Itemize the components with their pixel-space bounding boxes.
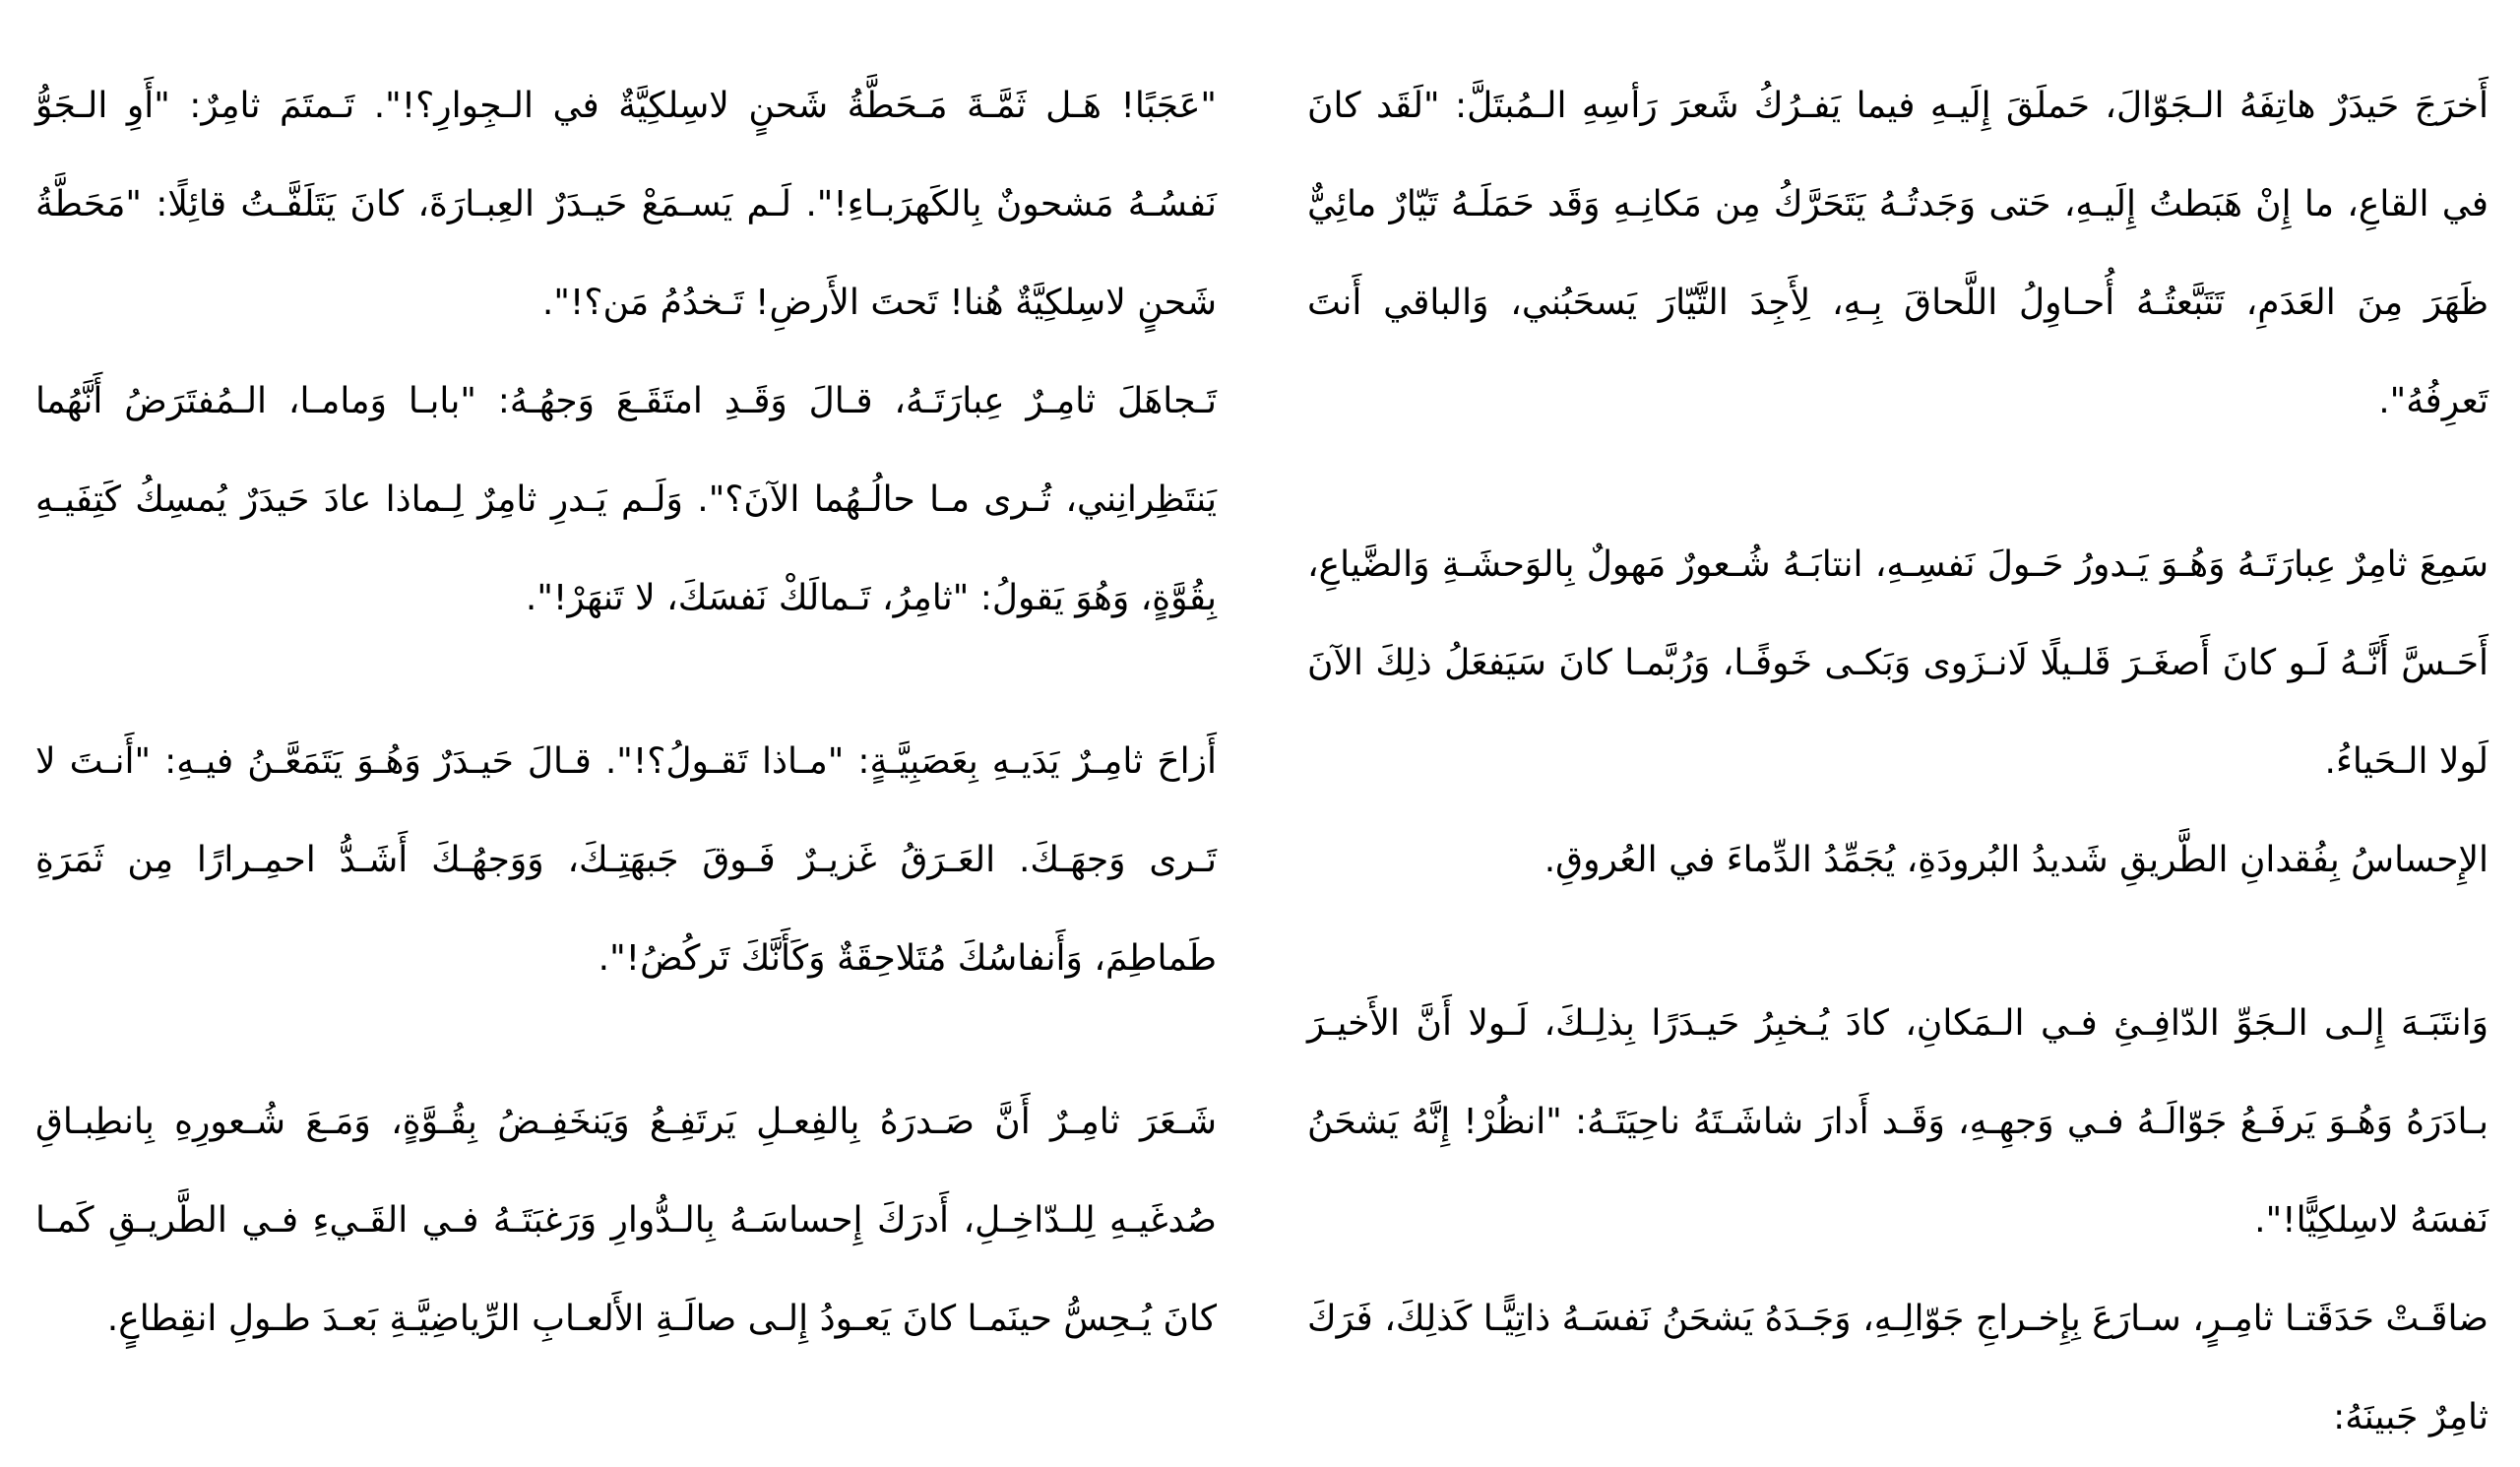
paragraph: ضاقَـتْ حَدَقَتـا ثامِـرٍ، سـارَعَ بِإِخـراجِ جَوّالِـهِ، وَجَـدَهُ يَشحَنُ نَفسَـهُ ذاتِيًّـا كَذلِكَ، فَرَكَ ثامِرٌ جَبينَهُ: (1307, 1299, 2488, 1437)
paragraph: تَـجاهَلَ ثامِـرٌ عِبارَتَـهُ، قـالَ وَقَـدِ امتَقَـعَ وَجهُـهُ: "بابـا وَمامـا، الـمُفتَرَضُ أَنَّهُما يَنتَظِرانِني، تُـرى مـا حالُـهُما الآنَ؟". وَلَـم يَـدرِ ثامِرٌ لِـماذا عادَ حَيدَرٌ يُمسِكُ كَتِفَيـهِ بِقُوَّةٍ، وَهُوَ يَقولُ: "ثامِرُ، تَـمالَكْ نَفسَكَ، لا تَنهَرْ!". (35, 381, 1217, 618)
paragraph: شَـعَرَ ثامِـرٌ أَنَّ صَـدرَهُ بِالفِعـلِ يَرتَفِـعُ وَيَنخَفِـضُ بِقُـوَّةٍ، وَمَـعَ شُـعورِهِ بِانطِبـاقِ صُدغَيـهِ لِلـدّاخِـلِ، أَدرَكَ إِحساسَـهُ بِالـدُّوارِ وَرَغبَتَـهُ فـي القَـيءِ فـي الطَّريـقِ كَمـا كانَ يُـحِسُّ حينَمـا كانَ يَعـودُ إِلـى صالَـةِ الأَلعـابِ الرِّياضِيَّـةِ بَعـدَ طـولِ انقِطاعٍ. (35, 1102, 1217, 1339)
paragraph: سَمِعَ ثامِرٌ عِبارَتَـهُ وَهُـوَ يَـدورُ حَـولَ نَفسِـهِ، انتابَـهُ شُـعورٌ مَهولٌ بِالوَحشَـةِ وَالضَّياعِ، أَحَـسَّ أَنَّـهُ لَـو كانَ أَصغَـرَ قَلـيلًا لَانـزَوى وَبَكـى خَوفًـا، وَرُبَّمـا كانَ سَيَفعَلُ ذلِكَ الآنَ لَولا الـحَياءُ. (1307, 544, 2488, 782)
paragraph: وَانتَبَـهَ إِلـى الـجَوِّ الدّافِـئِ فـي الـمَكانِ، كادَ يُـخبِرُ حَيـدَرًا بِذلِـكَ، لَـولا أَنَّ الأَخيـرَ بـادَرَهُ وَهُـوَ يَرفَـعُ جَوّالَـهُ فـي وَجهِـهِ، وَقَـد أَدارَ شاشَـتَهُ ناحِيَتَـهُ: "انظُرْ! إِنَّهُ يَشحَنُ نَفسَهُ لاسِلكِيًّا!". (1307, 1003, 2488, 1241)
paragraph: الإِحساسُ بِفُقدانِ الطَّريقِ شَديدُ البُرودَةِ، يُجَمِّدُ الدِّماءَ في العُروقِ. (1544, 840, 2488, 880)
paragraph: "عَجَبًا! هَـل ثَمَّـةَ مَـحَطَّةُ شَحنٍ لاسِلكِيَّةٌ في الـجِوارِ؟!". تَـمتَمَ ثامِرٌ: "أَوِ الـجَوُّ نَفسُـهُ مَشحونٌ بِالكَهرَبـاءِ!". لَـم يَسـمَعْ حَيـدَرٌ العِبـارَةَ، كانَ يَتَلَفَّـتُ قائِلًا: "مَحَطَّةُ شَحنٍ لاسِلكِيَّةٌ هُنا! تَحتَ الأَرضِ! تَـخدُمُ مَن؟!". (35, 86, 1217, 323)
paragraph: أَزاحَ ثامِـرٌ يَدَيـهِ بِعَصَبِيَّـةٍ: "مـاذا تَقـولُ؟!". قـالَ حَيـدَرٌ وَهُـوَ يَتَمَعَّـنُ فيـهِ: "أَنـتَ لا تَـرى وَجهَـكَ. العَـرَقُ غَزيـرٌ فَـوقَ جَبهَتِـكَ، وَوَجهُـكَ أَشَـدُّ احمِـرارًا مِن ثَمَرَةِ طَماطِمَ، وَأَنفاسُكَ مُتَلاحِقَةٌ وَكَأَنَّكَ تَركُضُ!". (35, 741, 1217, 979)
paragraph: أَخرَجَ حَيدَرٌ هاتِفَهُ الـجَوّالَ، حَملَقَ إِلَيـهِ فيما يَفـرُكُ شَعرَ رَأسِهِ الـمُبتَلَّ: "لَقَد كانَ في القاعِ، ما إِنْ هَبَطتُ إِلَيـهِ، حَتى وَجَدتُـهُ يَتَحَرَّكُ مِن مَكانِـهِ وَقَد حَمَلَـهُ تَيّارٌ مائِيٌّ ظَهَرَ مِنَ العَدَمِ، تَتَبَّعتُـهُ أُحـاوِلُ اللَّحاقَ بِـهِ، لِأَجِدَ التَّيّارَ يَسحَبُني، وَالباقي أَنتَ تَعرِفُهُ". (1307, 86, 2488, 421)
left-page (35, 57, 1217, 1369)
right-page (1307, 57, 2488, 1467)
